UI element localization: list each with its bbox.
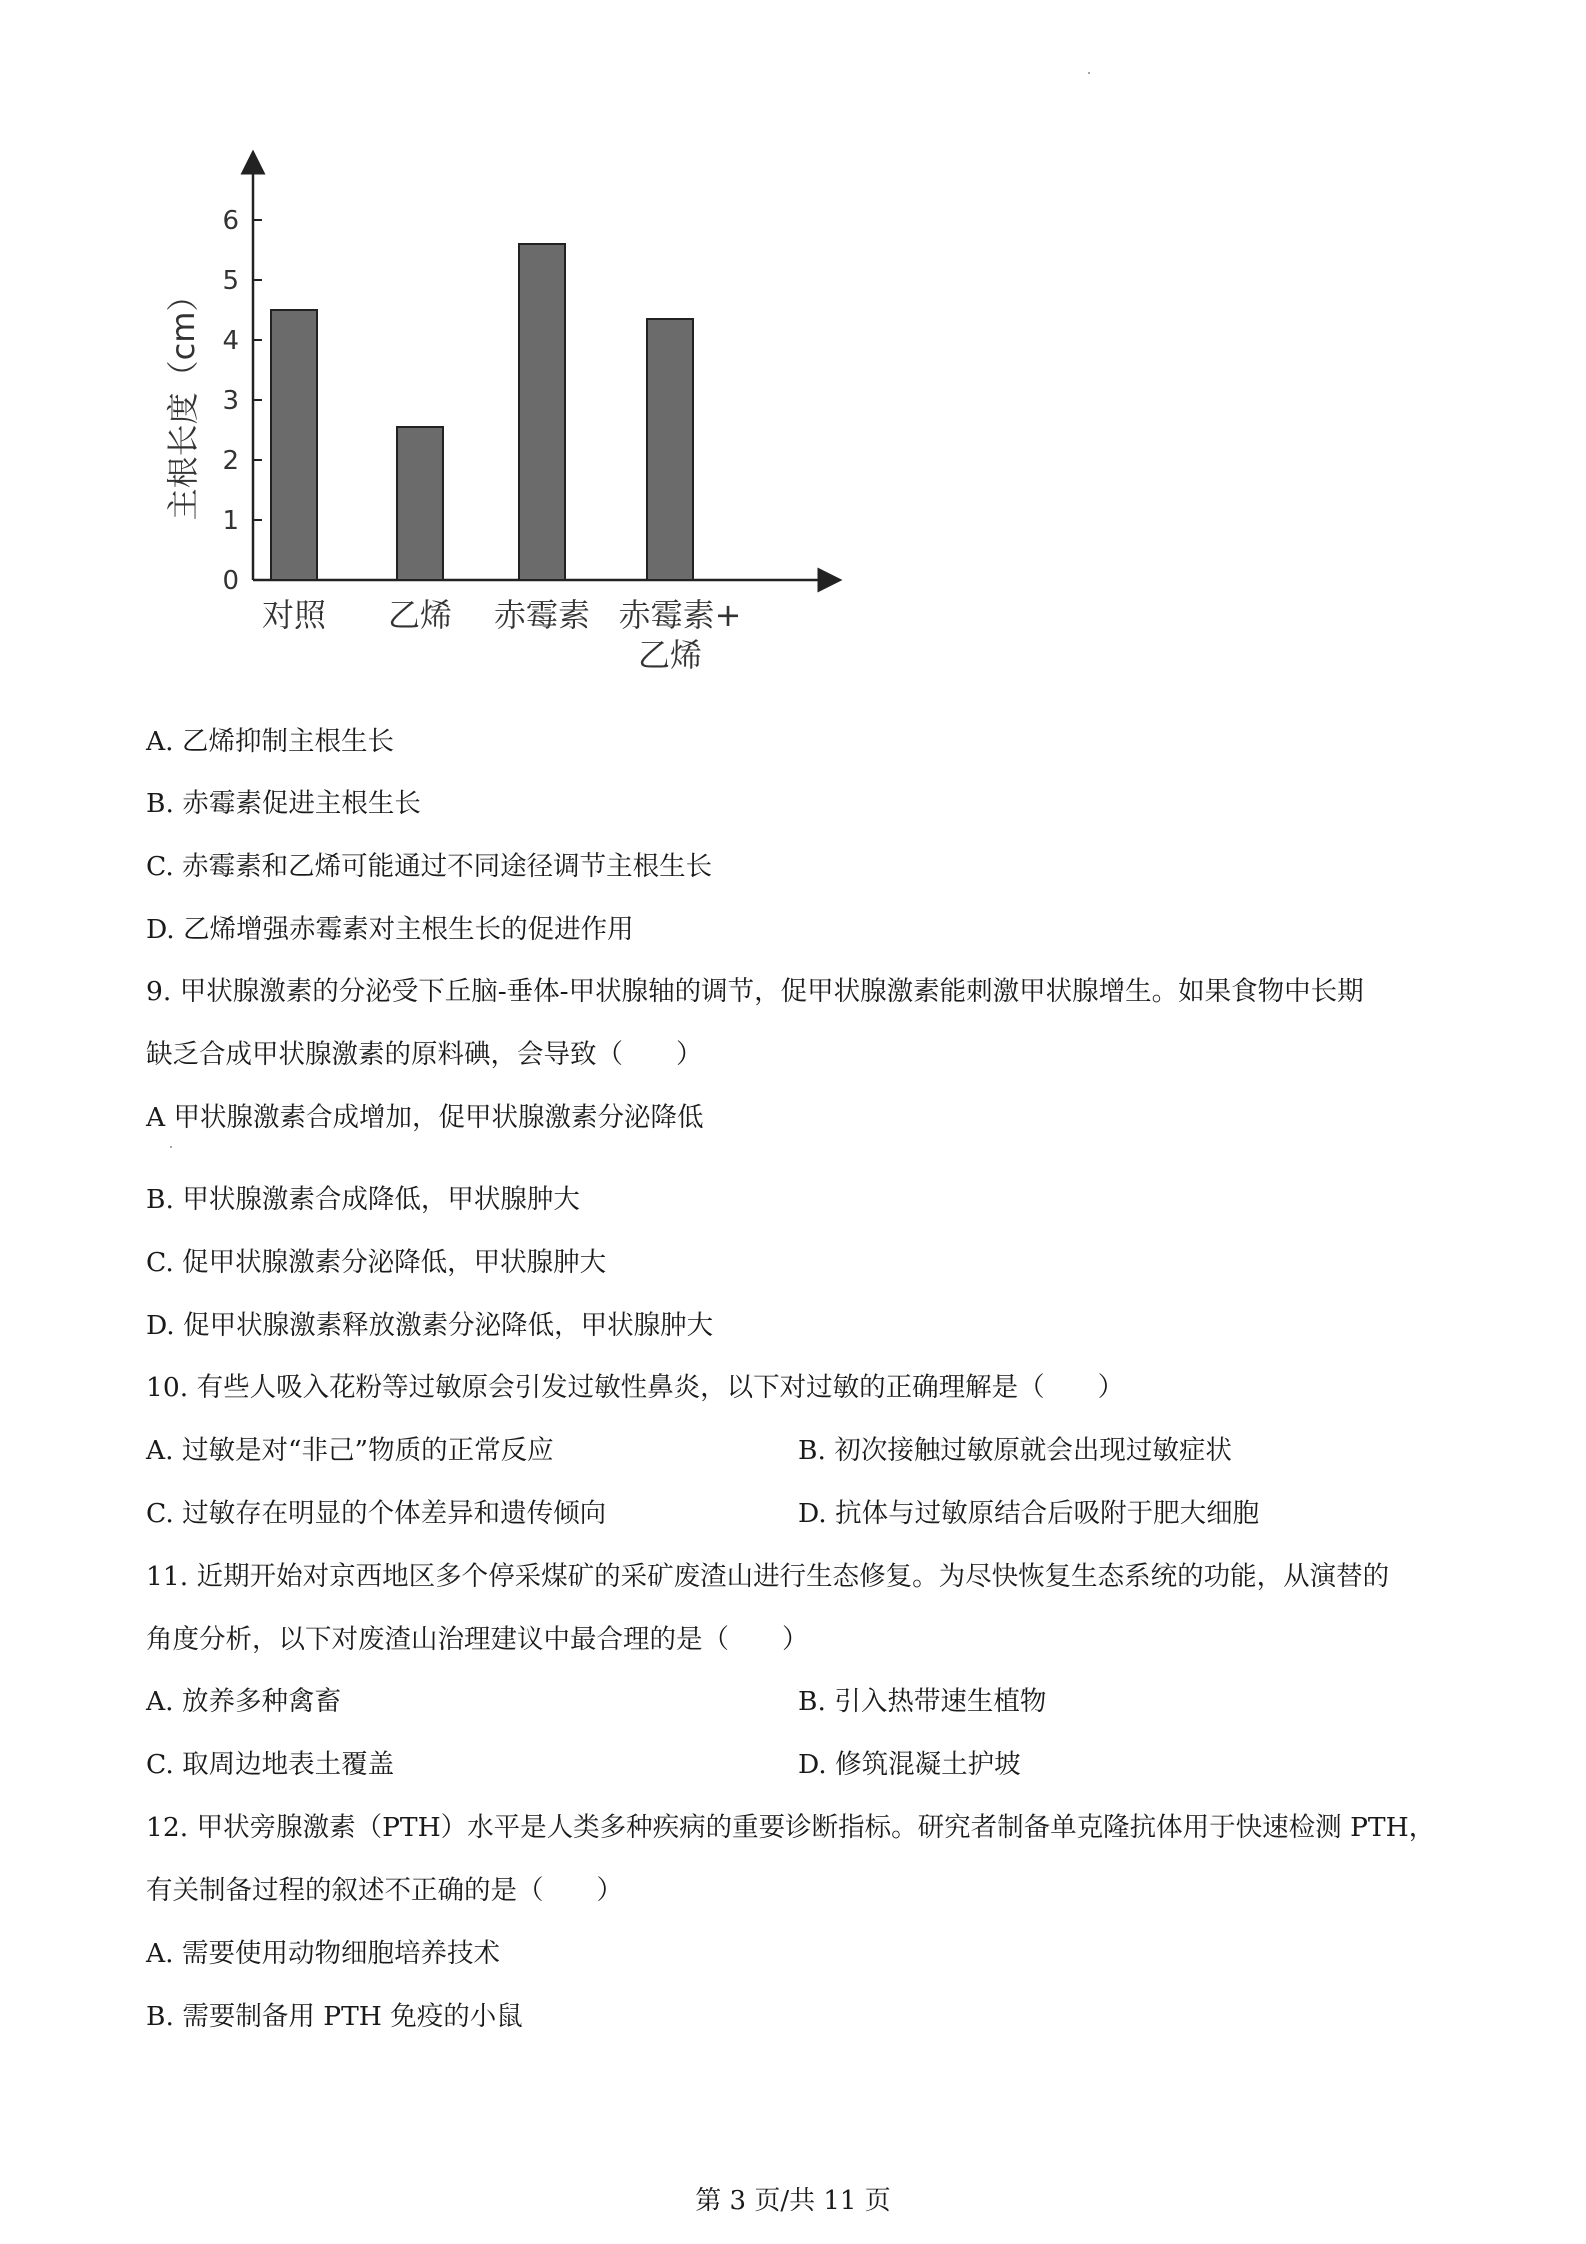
y-tick-label: 1 — [222, 506, 239, 536]
q9-option-c: C. 促甲状腺激素分泌降低，甲状腺肿大 — [146, 1247, 607, 1278]
category-label: 赤霉素 — [493, 596, 591, 634]
q9-option-a: A 甲状腺激素合成增加，促甲状腺激素分泌降低 — [146, 1102, 704, 1133]
q8-option-b: B. 赤霉素促进主根生长 — [146, 788, 421, 819]
bar — [397, 427, 443, 580]
y-tick-label: 3 — [222, 386, 239, 416]
page-number: 第 3 页/共 11 页 — [695, 2186, 891, 2216]
q12-stem-line1: 12. 甲状旁腺激素（PTH）水平是人类多种疾病的重要诊断指标。研究者制备单克隆抗体用于快速检测 PTH， — [146, 1812, 1436, 1843]
q11-option-b: B. 引入热带速生植物 — [798, 1686, 1047, 1717]
category-label: 赤霉素+ — [618, 596, 742, 634]
y-ticks — [222, 206, 262, 596]
bars — [271, 244, 693, 580]
q11-option-a: A. 放养多种禽畜 — [146, 1686, 341, 1717]
q10-option-c: C. 过敏存在明显的个体差异和遗传倾向 — [146, 1498, 607, 1529]
y-tick-label: 6 — [222, 206, 239, 236]
y-tick-label: 4 — [222, 326, 239, 356]
q11-option-d: D. 修筑混凝土护坡 — [798, 1749, 1021, 1780]
q9-option-b: B. 甲状腺激素合成降低，甲状腺肿大 — [146, 1184, 580, 1215]
q10-stem: 10. 有些人吸入花粉等过敏原会引发过敏性鼻炎，以下对过敏的正确理解是（ ） — [146, 1372, 1125, 1403]
category-labels — [262, 596, 741, 674]
y-tick-label: 0 — [222, 566, 239, 596]
q8-option-d: D. 乙烯增强赤霉素对主根生长的促进作用 — [146, 914, 634, 945]
category-label: 对照 — [261, 596, 327, 634]
category-label: 乙烯 — [637, 636, 703, 674]
q8-option-a: A. 乙烯抑制主根生长 — [146, 726, 394, 757]
q9-stem-line2: 缺乏合成甲状腺激素的原料碘，会导致（ ） — [146, 1039, 703, 1070]
q11-stem-line2: 角度分析，以下对废渣山治理建议中最合理的是（ ） — [146, 1624, 809, 1655]
q9-stem-line1: 9. 甲状腺激素的分泌受下丘脑-垂体-甲状腺轴的调节，促甲状腺激素能刺激甲状腺增生。如果食物中长期 — [146, 976, 1364, 1007]
y-tick-label: 2 — [222, 446, 239, 476]
q9-option-d: D. 促甲状腺激素释放激素分泌降低，甲状腺肿大 — [146, 1310, 714, 1341]
scan-speck — [1088, 72, 1090, 74]
category-label: 乙烯 — [387, 596, 453, 634]
q11-option-c: C. 取周边地表土覆盖 — [146, 1749, 395, 1780]
q12-option-a: A. 需要使用动物细胞培养技术 — [146, 1938, 500, 1969]
y-tick-label: 5 — [222, 266, 239, 296]
q10-option-b: B. 初次接触过敏原就会出现过敏症状 — [798, 1435, 1232, 1466]
bar-chart-svg — [150, 150, 850, 680]
bar — [519, 244, 565, 580]
bar-chart — [150, 150, 850, 680]
q10-option-d: D. 抗体与过敏原结合后吸附于肥大细胞 — [798, 1498, 1260, 1529]
q10-option-a: A. 过敏是对“非己”物质的正常反应 — [146, 1435, 554, 1466]
bar — [271, 310, 317, 580]
bar — [647, 319, 693, 580]
scan-speck — [170, 1146, 172, 1148]
q12-option-b: B. 需要制备用 PTH 免疫的小鼠 — [146, 2001, 523, 2032]
q11-stem-line1: 11. 近期开始对京西地区多个停采煤矿的采矿废渣山进行生态修复。为尽快恢复生态系统的功能，从演替的 — [146, 1561, 1390, 1592]
q12-stem-line2: 有关制备过程的叙述不正确的是（ ） — [146, 1875, 623, 1906]
q8-option-c: C. 赤霉素和乙烯可能通过不同途径调节主根生长 — [146, 851, 713, 882]
y-axis-label: 主根长度（cm） — [164, 279, 202, 521]
